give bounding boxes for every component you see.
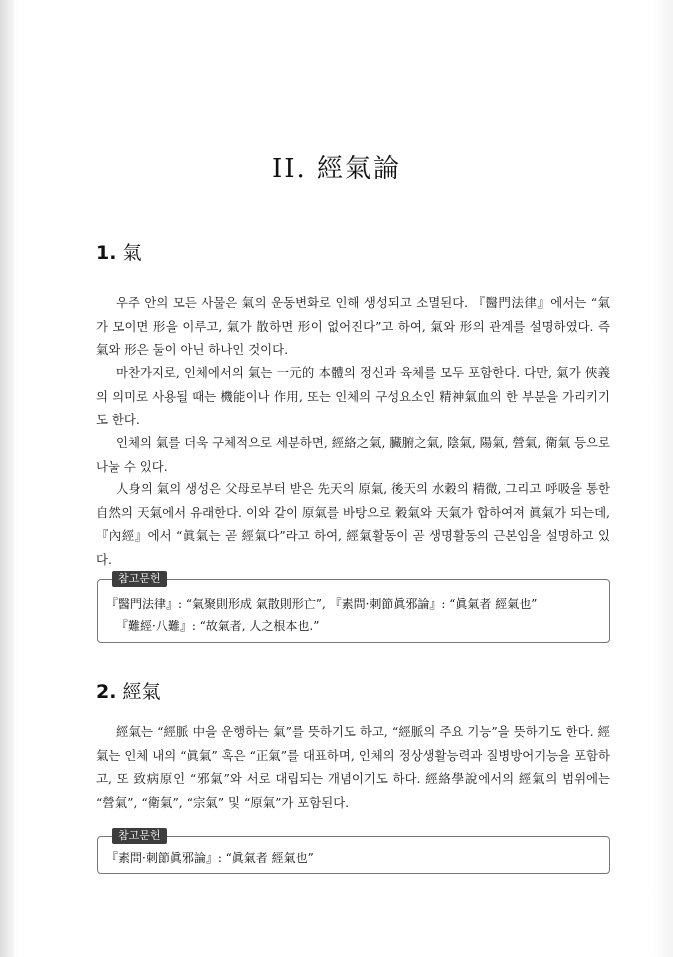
- section-1-number: 1.: [96, 242, 117, 264]
- section-2-reference-box: [97, 829, 610, 874]
- section-2-title: 經氣: [122, 681, 161, 703]
- section-1-paragraph-3: 인체의 氣를 더욱 구체적으로 세분하면, 經絡之氣, 臟腑之氣, 陰氣, 陽氣, 營氣, 衛氣 등으로 나눌 수 있다.: [96, 435, 610, 474]
- section-1-heading: [96, 238, 141, 265]
- section-2-reference-line-1: 『素問·刺節眞邪論』: “眞氣者 經氣也”: [106, 851, 314, 865]
- section-1-reference-line-1: 『醫門法律』: “氣聚則形成 氣散則形亡”, 『素問·刺節眞邪論』: “眞氣者 經氣也”: [106, 597, 538, 611]
- section-1-paragraph-1: 우주 안의 모든 사물은 氣의 운동변화로 인해 생성되고 소멸된다. 『醫門法律』에서는 “氣가 모이면 形을 이루고, 氣가 散하면 形이 없어진다”고 하여, 氣와 形의 관계를 설명하였다. 즉 氣와 形은 둘이 아닌 하나인 것이다.: [96, 295, 610, 357]
- section-1-reference-tag: 참고문헌: [112, 571, 167, 587]
- page-edge-shadow: [0, 0, 14, 957]
- section-1-reference-box: [97, 572, 610, 643]
- section-2-number: 2.: [96, 681, 117, 703]
- section-2-reference-tag: 참고문헌: [112, 828, 167, 844]
- section-1-title: 氣: [122, 242, 142, 264]
- section-1-paragraph-2: 마찬가지로, 인체에서의 氣는 一元的 本體의 정신과 육체를 모두 포함한다. 다만, 氣가 俠義의 의미로 사용될 때는 機能이나 作用, 또는 인체의 구성요소인 精神氣血의 한 부분을 가리키기도 한다.: [96, 365, 610, 427]
- section-2-heading: [96, 677, 160, 704]
- section-1-paragraph-4: 人身의 氣의 생성은 父母로부터 받은 先天의 原氣, 後天의 水穀의 精微, 그리고 呼吸을 통한 自然의 天氣에서 유래한다. 이와 같이 原氣를 바탕으로 穀氣와 天氣가 합하여져 眞氣가 되는데, 『內經』에서 “眞氣는 곧 經氣다”라고 하여, 經氣활동이 곧 생명활동의 근본임을 설명하고 있다.: [96, 481, 610, 567]
- section-1-reference-line-2: 『難經·八難』: “故氣者, 人之根本也.”: [116, 619, 320, 633]
- chapter-title: II. 經氣論: [271, 154, 402, 184]
- section-2-paragraph-1: 經氣는 “經脈 中을 운행하는 氣”를 뜻하기도 하고, “經脈의 주요 기능”을 뜻하기도 한다. 經氣는 인체 내의 “眞氣” 혹은 “正氣”를 대표하며, 인체의 정상생활능력과 질병방어기능을 포함하고, 또 致病原인 “邪氣”와 서로 대립되는 개념이기도 하다. 經絡學說에서의 經氣의 범위에는 “營氣”, “衛氣”, “宗氣” 및 “原氣”가 포함된다.: [96, 724, 610, 810]
